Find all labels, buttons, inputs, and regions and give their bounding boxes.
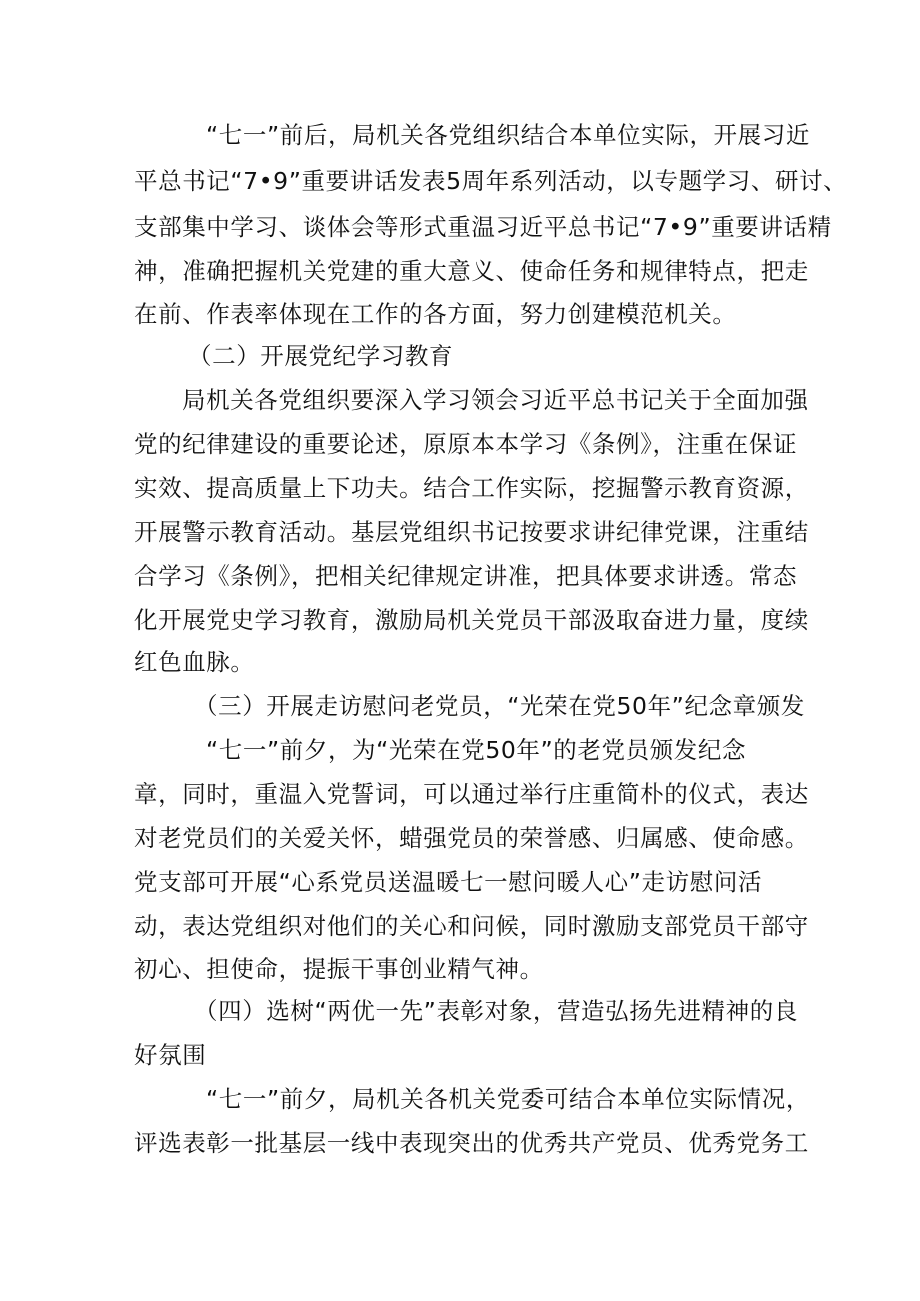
- text-line: 对老党员们的关爱关怀，蜡强党员的荣誉感、归属感、使命感。: [134, 824, 809, 852]
- text-line: 合学习《条例》，把相关纪律规定讲准，把具体要求讲透。常态: [134, 562, 798, 590]
- section-heading: （三）开展走访慰问老党员，“光荣在党50年”纪念章颁发: [194, 692, 805, 720]
- text-line: 党支部可开展“心系党员送温暖七一慰问暖人心”走访慰问活: [134, 868, 763, 896]
- section-heading: （二）开展党纪学习教育: [188, 342, 454, 370]
- text-line: 在前、作表率体现在工作的各方面，努力创建模范机关。: [134, 300, 737, 328]
- text-line: 动，表达党组织对他们的关心和问候，同时激励支部党员干部守: [134, 912, 809, 940]
- text-line: “七一”前夕，局机关各机关党委可结合本单位实际情况，: [206, 1085, 810, 1113]
- section-heading-continued: 好氛围: [134, 1041, 207, 1069]
- text-line: 局机关各党组织要深入学习领会习近平总书记关于全面加强: [182, 386, 809, 414]
- text-line: 神，准确把握机关党建的重大意义、使命任务和规律特点，把走: [134, 257, 809, 285]
- text-line: 初心、担使命，提振干事创业精气神。: [134, 955, 544, 983]
- text-line: 支部集中学习、谈体会等形式重温习近平总书记“7•9”重要讲话精: [134, 213, 832, 241]
- text-line: 开展警示教育活动。基层党组织书记按要求讲纪律党课，注重结: [134, 518, 809, 546]
- section-heading: （四）选树“两优一先”表彰对象，营造弘扬先进精神的良: [194, 997, 798, 1025]
- text-line: 党的纪律建设的重要论述，原原本本学习《条例》，注重在保证: [134, 430, 798, 458]
- text-line: “七一”前夕，为“光荣在党50年”的老党员颁发纪念: [206, 736, 747, 764]
- text-line: 化开展党史学习教育，激励局机关党员干部汲取奋进力量，度续: [134, 606, 809, 634]
- text-line: 实效、提高质量上下功夫。结合工作实际，挖掘警示教育资源，: [134, 474, 809, 502]
- text-line: 红色血脉。: [134, 648, 255, 676]
- text-line: 评选表彰一批基层一线中表现突出的优秀共产党员、优秀党务工: [134, 1129, 809, 1157]
- text-line: 平总书记“7•9”重要讲话发表5周年系列活动，以专题学习、研讨、: [134, 167, 848, 195]
- text-line: 章，同时，重温入党誓词，可以通过举行庄重简朴的仪式，表达: [134, 780, 809, 808]
- text-line: “七一”前后，局机关各党组织结合本单位实际，开展习近: [206, 121, 810, 149]
